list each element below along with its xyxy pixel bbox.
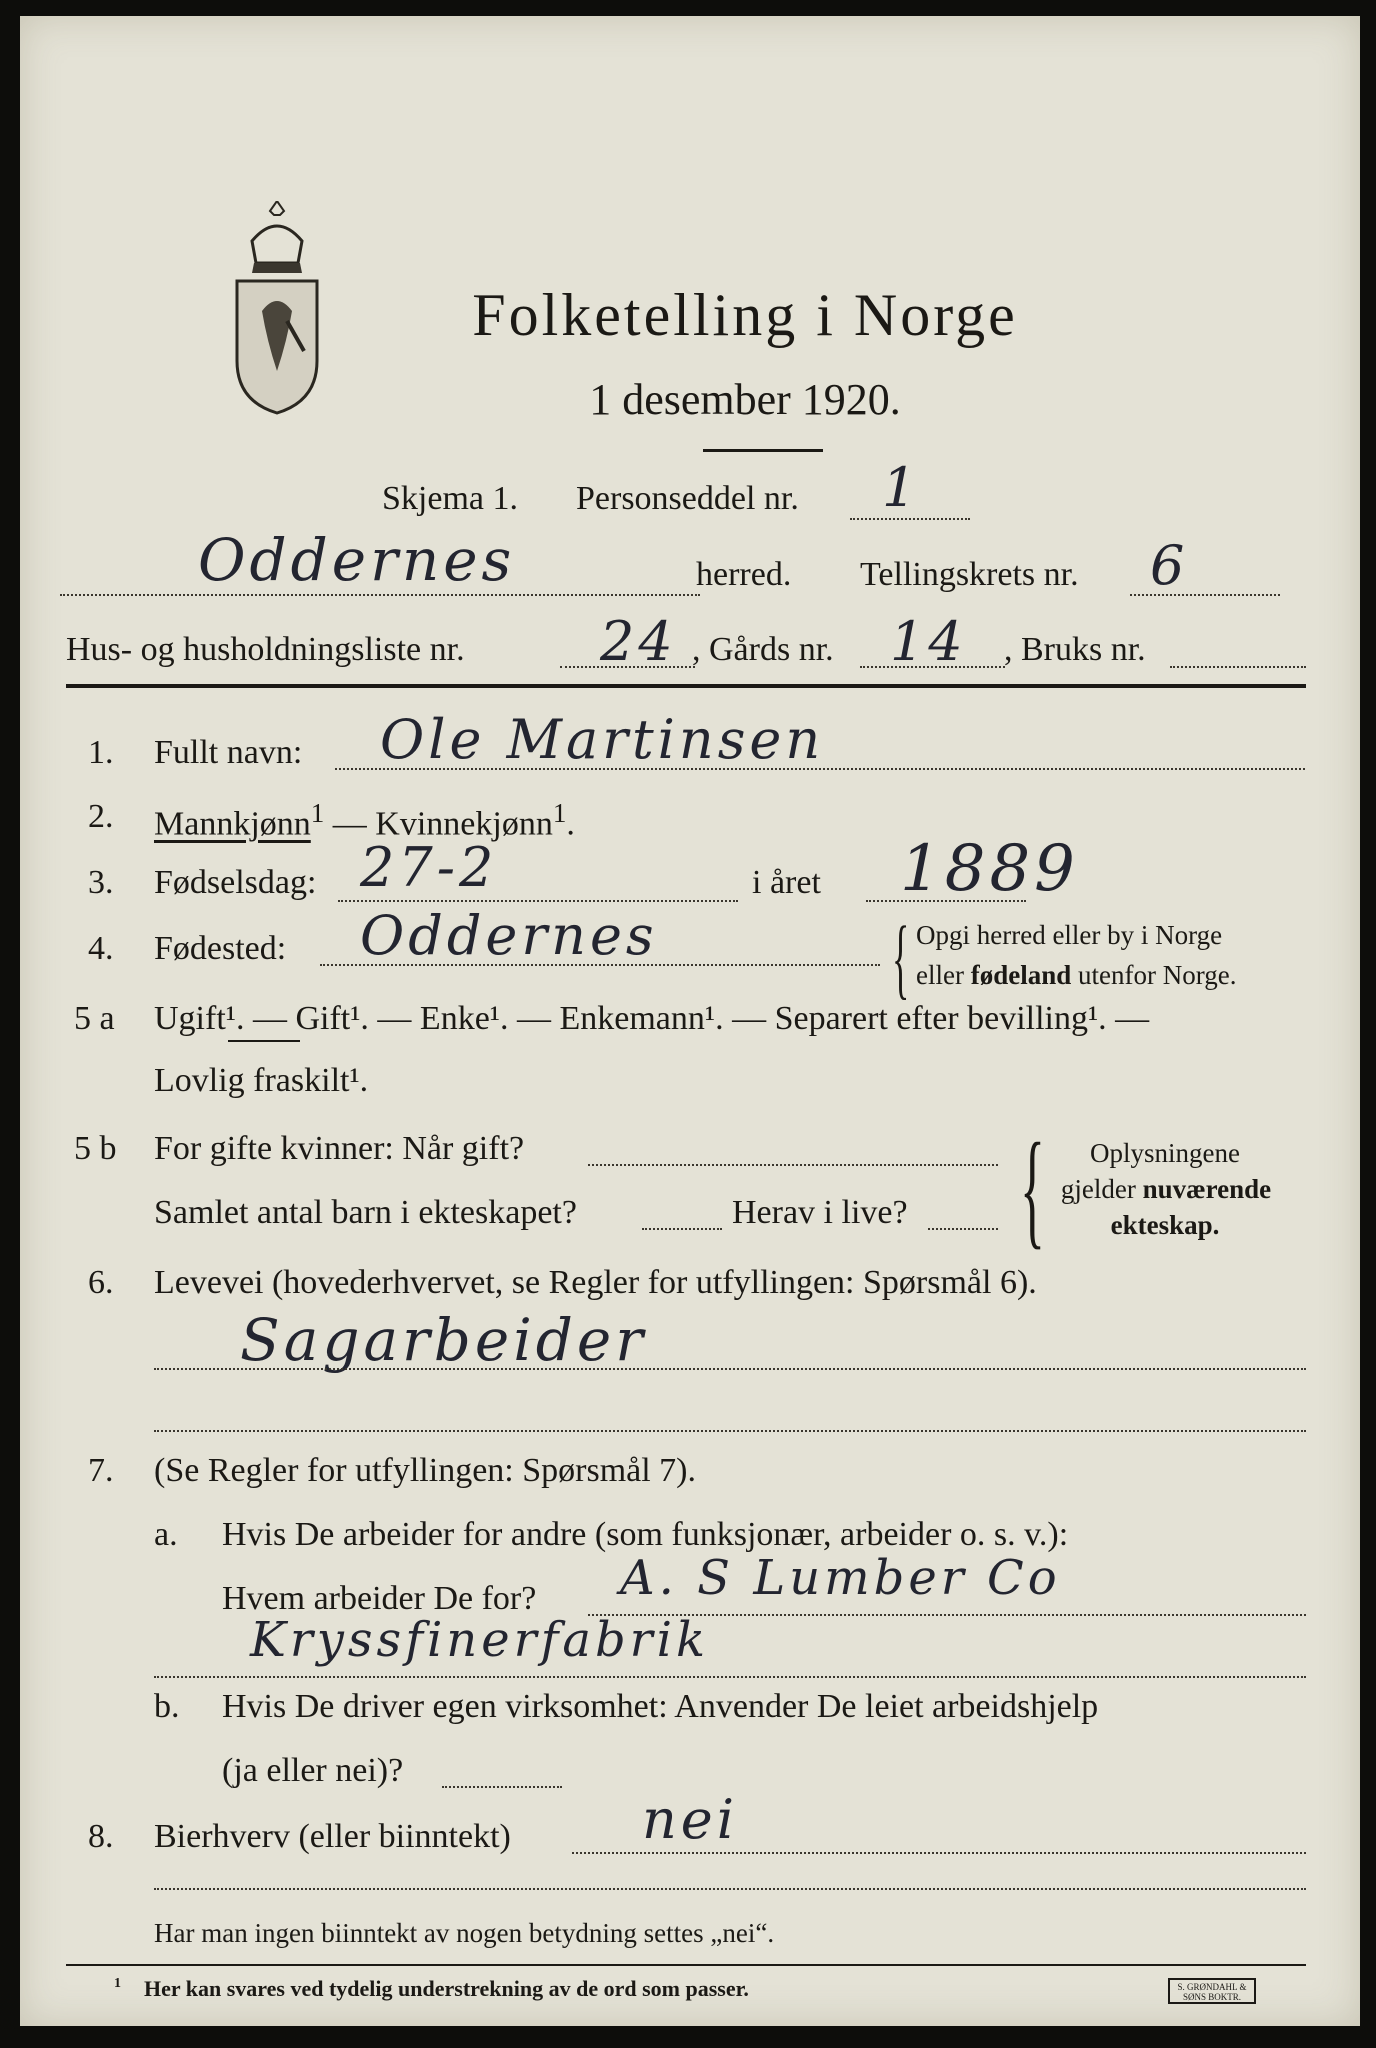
hus-label: Hus- og husholdningsliste nr. — [66, 631, 465, 668]
full-name-value[interactable]: Ole Martinsen — [380, 708, 825, 771]
q3-label: Fødselsdag: — [154, 864, 317, 901]
q5b-note-line1: Oplysningene — [1090, 1138, 1240, 1168]
q7b-line2: (ja eller nei)? — [222, 1752, 404, 1789]
occupation-field-line — [154, 1368, 1306, 1370]
herred-label: herred. — [696, 556, 792, 593]
q6-label: Levevei (hovederhvervet, se Regler for utfyllingen: Spørsmål 6). — [154, 1264, 1037, 1301]
side-income-value[interactable]: nei — [642, 1788, 739, 1851]
q5b-alive-label: Herav i live? — [732, 1194, 908, 1231]
q4-brace: { — [892, 909, 910, 1008]
header-rule — [66, 684, 1306, 688]
q4-note-line2: eller fødeland utenfor Norge. — [916, 960, 1237, 990]
bruks-label: , Bruks nr. — [1004, 631, 1146, 668]
employer-field-line-2 — [154, 1676, 1306, 1678]
personseddel-value[interactable]: 1 — [882, 456, 921, 519]
q5b-brace: { — [1020, 1117, 1045, 1261]
gender-female-option[interactable]: — Kvinnekjønn — [324, 805, 553, 843]
q7a-employer-label: Hvem arbeider De for? — [222, 1580, 537, 1617]
hus-field-line — [560, 666, 695, 668]
birthplace-field-line — [320, 964, 880, 966]
tellingskrets-label: Tellingskrets nr. — [860, 556, 1079, 593]
title-divider — [703, 449, 823, 452]
full-name-field-line — [335, 768, 1305, 770]
q7a-letter: a. — [154, 1516, 178, 1553]
q2-number: 2. — [88, 798, 114, 835]
q6-number: 6. — [88, 1264, 114, 1301]
marital-status-options-line2[interactable]: Lovlig fraskilt¹. — [154, 1062, 369, 1099]
q5b-note-line3: ekteskap. — [1110, 1210, 1220, 1240]
herred-value[interactable]: Oddernes — [198, 526, 516, 594]
q7-number: 7. — [88, 1452, 114, 1489]
form-title: Folketelling i Norge — [472, 282, 1018, 348]
birthdate-field-line — [338, 900, 738, 902]
q7b-letter: b. — [154, 1688, 180, 1725]
gender-options: Mannkjønn$^1$ — Kvinnekjønn$^1$. — [154, 798, 575, 843]
alive-field-line[interactable] — [928, 1228, 998, 1230]
birthplace-value[interactable]: Oddernes — [360, 904, 658, 967]
q5b-note-line2: gjelder nuværende — [1060, 1174, 1272, 1204]
gards-field-line — [860, 666, 1005, 668]
q5b-married-label: For gifte kvinner: Når gift? — [154, 1130, 525, 1167]
q1-label: Fullt navn: — [154, 734, 303, 771]
hired-help-field-line[interactable] — [442, 1786, 562, 1788]
tellingskrets-field-line — [1130, 594, 1280, 596]
occupation-value[interactable]: Sagarbeider — [240, 1306, 647, 1374]
q4-number: 4. — [88, 930, 114, 967]
printer-stamp: S. GRØNDAHL & SØNS BOKTR. — [1168, 1978, 1256, 2004]
side-income-field-line — [572, 1852, 1306, 1854]
q8-label: Bierhverv (eller biinntekt) — [154, 1818, 511, 1855]
employer-value-line2[interactable]: Kryssfinerfabrik — [250, 1612, 710, 1668]
q1-number: 1. — [88, 734, 114, 771]
side-income-field-line-2[interactable] — [154, 1888, 1306, 1890]
gards-value[interactable]: 14 — [890, 610, 967, 673]
gender-male-option[interactable]: Mannkjønn — [154, 805, 311, 843]
footnote-text: Her kan svares ved tydelig understrekning av de ord som passer. — [144, 1976, 749, 2001]
q5b-number: 5 b — [74, 1130, 117, 1167]
q4-note-line1: Opgi herred eller by i Norge — [916, 920, 1223, 950]
birthyear-label: i året — [752, 864, 821, 901]
footnote-mark: 1 — [114, 1976, 121, 1991]
q4-label: Fødested: — [154, 930, 287, 967]
bruks-field-line[interactable] — [1170, 666, 1306, 668]
birthyear-field-line — [866, 900, 1026, 902]
personseddel-label: Personseddel nr. — [576, 480, 799, 517]
footer-rule — [66, 1964, 1306, 1966]
q7b-line1: Hvis De driver egen virksomhet: Anvender De leiet arbeidshjelp — [222, 1688, 1099, 1725]
children-field-line[interactable] — [642, 1228, 722, 1230]
personseddel-field-line — [850, 518, 970, 520]
q5a-number: 5 a — [74, 1000, 115, 1037]
marital-status-options[interactable]: Ugift¹. — Gift¹. — Enke¹. — Enkemann¹. — Separert efter bevilling¹. — — [154, 1000, 1150, 1037]
herred-field-line — [60, 594, 700, 596]
footer-note: Har man ingen biinntekt av nogen betydning settes „nei“. — [154, 1918, 775, 1948]
q7-label: (Se Regler for utfyllingen: Spørsmål 7). — [154, 1452, 697, 1489]
married-date-field-line[interactable] — [588, 1164, 998, 1166]
occupation-field-line-2[interactable] — [154, 1430, 1306, 1432]
birthdate-value[interactable]: 27-2 — [360, 836, 498, 899]
q5b-children-label: Samlet antal barn i ekteskapet? — [154, 1194, 577, 1231]
q3-number: 3. — [88, 864, 114, 901]
form-date: 1 desember 1920. — [589, 375, 901, 424]
gift-underline — [228, 1040, 300, 1042]
birthyear-value[interactable]: 1889 — [900, 832, 1079, 906]
census-form-page — [20, 16, 1360, 2026]
employer-value-line1[interactable]: A. S Lumber Co — [620, 1550, 1061, 1606]
hus-value[interactable]: 24 — [600, 610, 677, 673]
tellingskrets-value[interactable]: 6 — [1150, 534, 1189, 597]
skjema-label: Skjema 1. — [382, 480, 518, 517]
q7a-line1: Hvis De arbeider for andre (som funksjonær, arbeider o. s. v.): — [222, 1516, 1069, 1553]
gards-label: , Gårds nr. — [692, 631, 834, 668]
q8-number: 8. — [88, 1818, 114, 1855]
